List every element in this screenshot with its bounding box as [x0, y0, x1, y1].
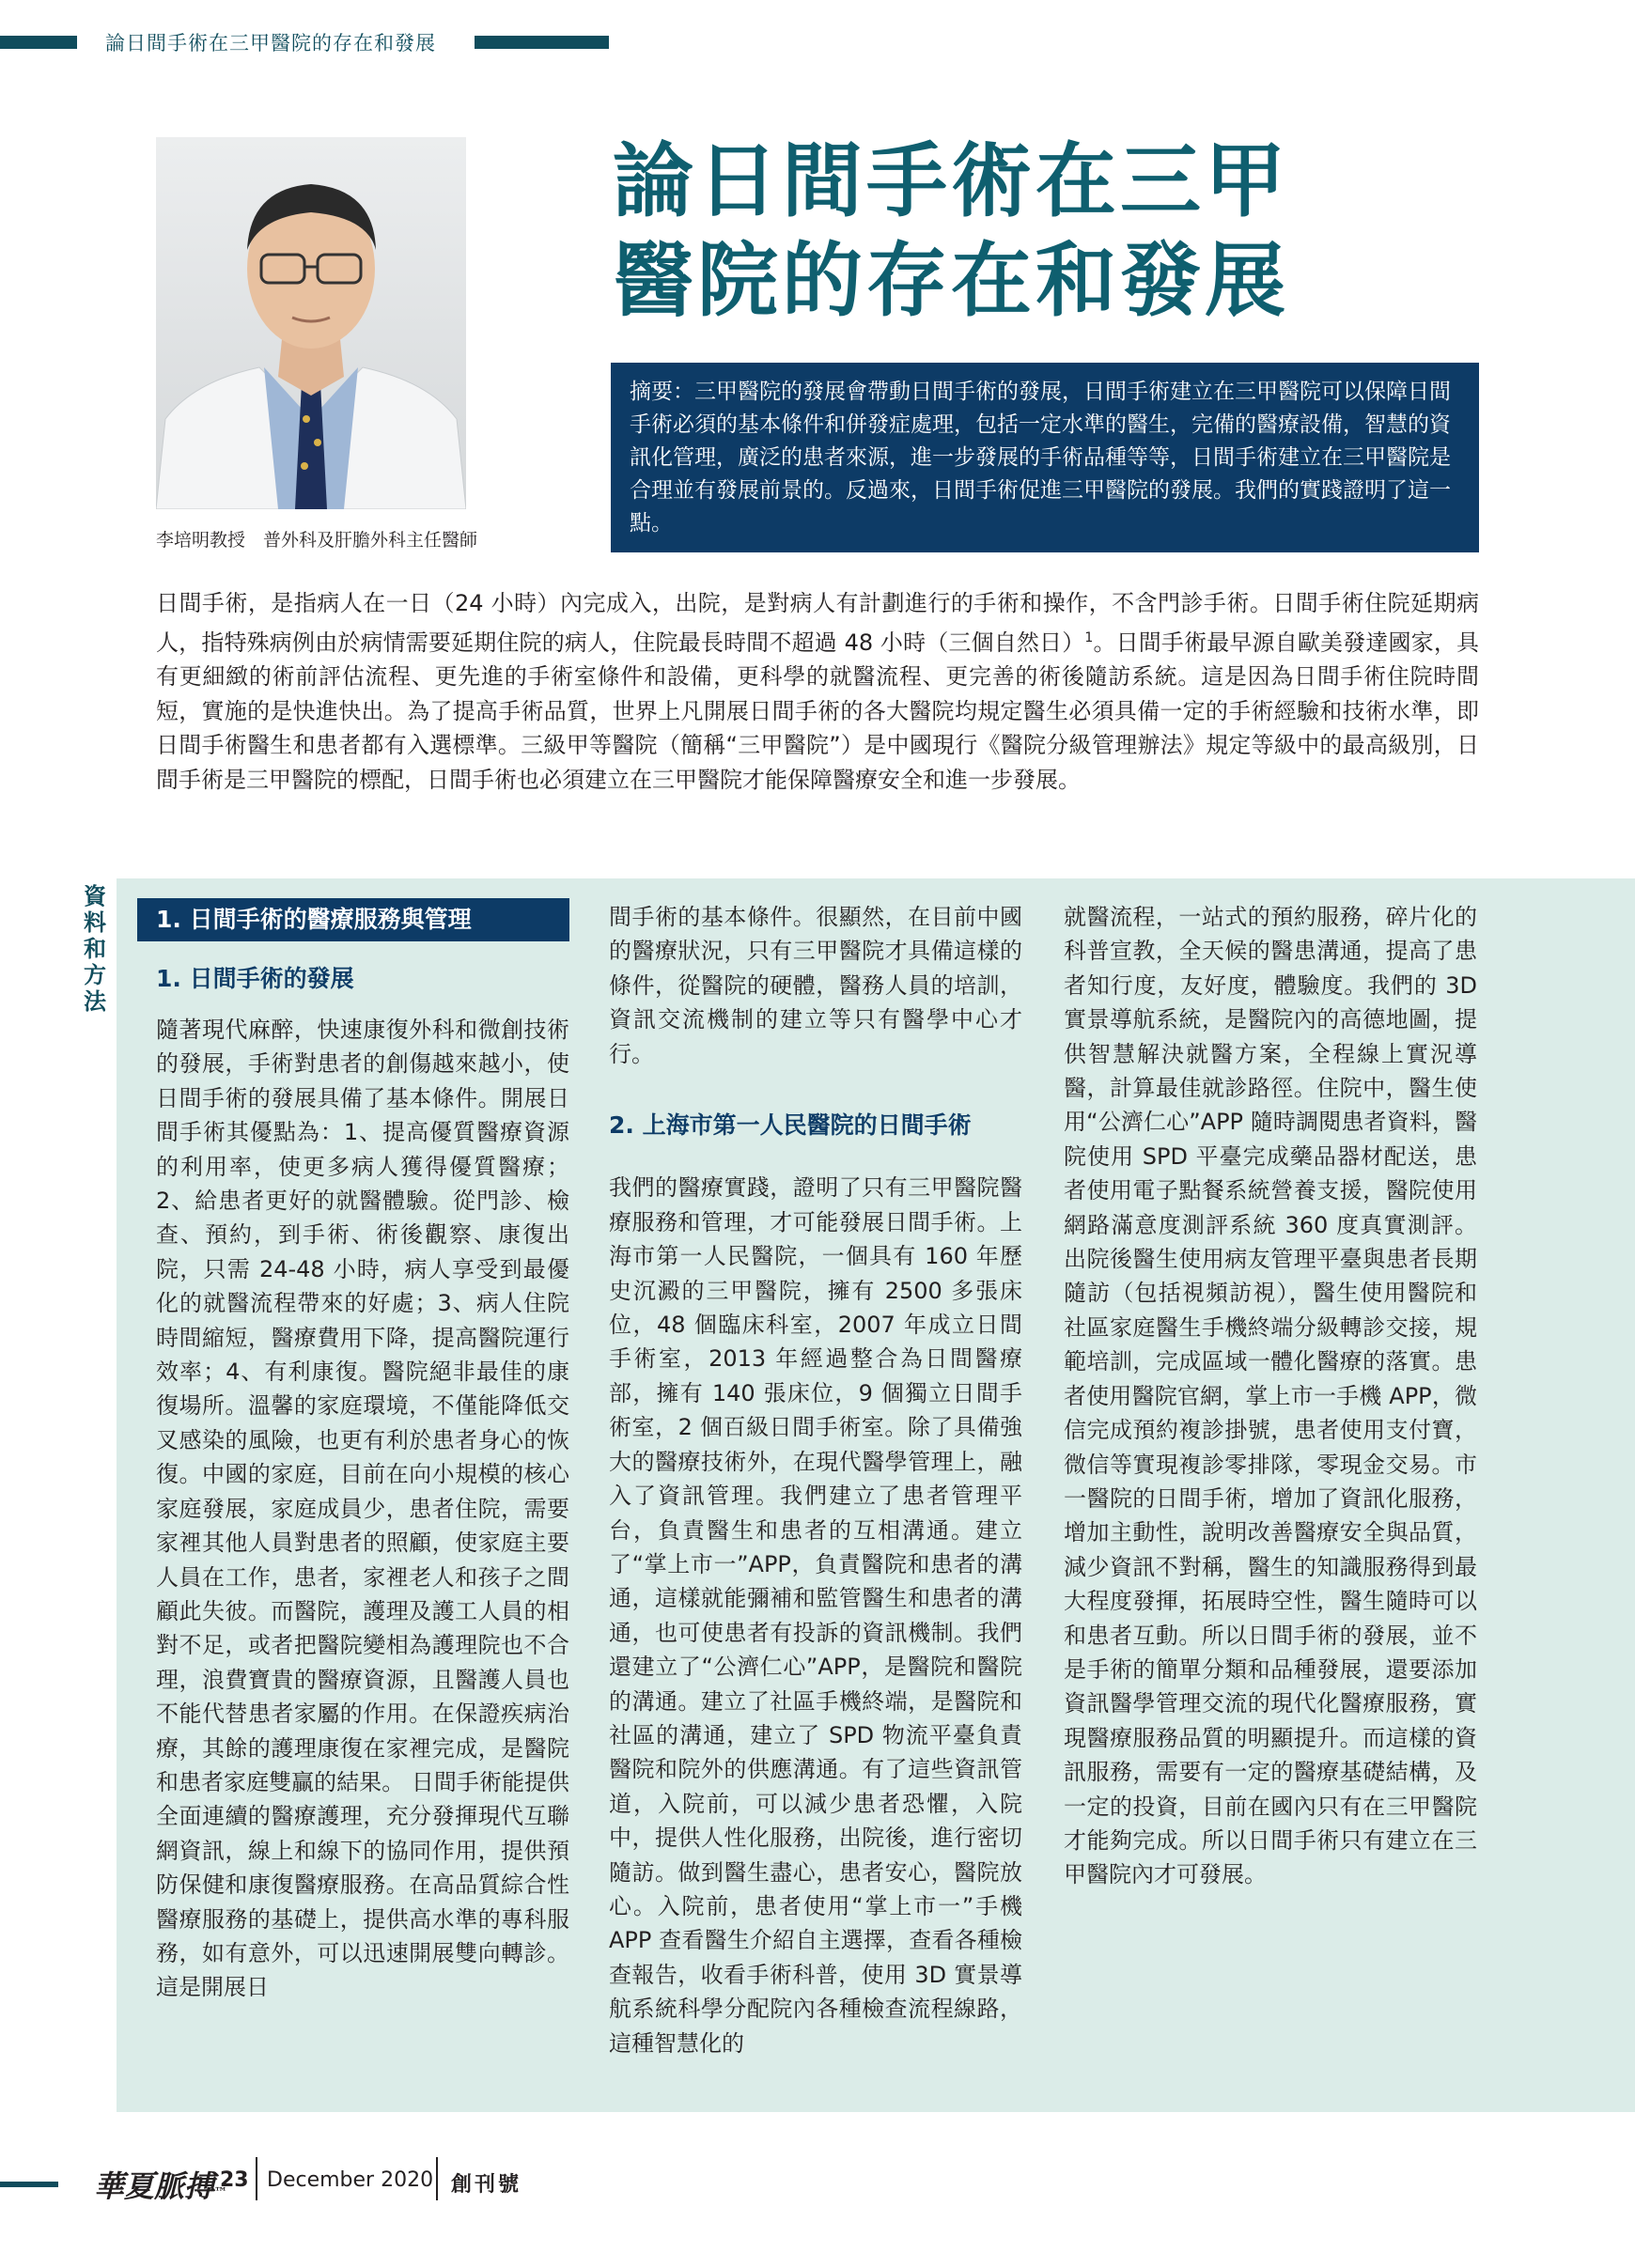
footer-bar: [0, 2182, 58, 2187]
article-title: [613, 132, 1458, 331]
subheading-development: 1. 日間手術的發展: [156, 965, 354, 992]
footer-divider-1: [256, 2157, 257, 2200]
subheading-shanghai: 2. 上海市第一人民醫院的日間手術: [609, 1111, 972, 1140]
issue-label: 創刊號: [451, 2173, 522, 2197]
header-bar-left: [0, 36, 77, 49]
footer-divider-2: [436, 2157, 438, 2200]
issue-date: December 2020: [267, 2168, 434, 2192]
column-3-text: 就醫流程，一站式的預約服務，碎片化的科普宣教，全天候的醫患溝通，提高了患者知行度，友好度，體驗度。我們的 3D 實景導航系統，是醫院內的高德地圖，提供智慧解決就醫方案，全程線上實況導醫，計算最佳就診路徑。住院中，醫生使用“公濟仁心”APP 隨時調閱患者資料，醫院使用 SPD 平臺完成藥品器材配送，患者使用電子點餐系統營養支援，醫院使用網路滿意度測評系統 360 度真實測評。出院後醫生使用病友管理平臺與患者長期隨訪（包括視頻訪視），醫生使用醫院和社區家庭醫生手機終端分級轉診交接，規範培訓，完成區域一體化醫療的落實。患者使用醫院官網，掌上市一手機 APP，微信完成預約複診掛號，患者使用支付寶，微信等實現複診零排隊，零現金交易。市一醫院的日間手術，增加了資訊化服務，增加主動性，說明改善醫療安全與品質，減少資訊不對稱，醫生的知識服務得到最大程度發揮，拓展時空性，醫生隨時可以和患者互動。所以日間手術的發展，並不是手術的簡單分類和品種發展，還要添加資訊醫學管理交流的現代化醫療服務，實現醫療服務品質的明顯提升。而這樣的資訊服務，需要有一定的醫療基礎結構，及一定的投資，目前在國內只有在三甲醫院才能夠完成。所以日間手術只有建立在三甲醫院內才可發展。: [1064, 904, 1477, 1888]
intro-text-2: 。日間手術最早源自歐美發達國家，具有更細緻的術前評估流程、更先進的手術室條件和設備，更科學的就醫流程、更完善的術後隨訪系統。這是因為日間手術住院時間短，實施的是快進快出。為了提高手術品質，世界上凡開展日間手術的各大醫院均規定醫生必須具備一定的手術經驗和技術水準，即日間手術醫生和患者都有入選標準。三級甲等醫院（簡稱“三甲醫院”）是中國現行《醫院分級管理辦法》規定等級中的最高級別，日間手術是三甲醫院的標配，日間手術也必須建立在三甲醫院才能保障醫療安全和進一步發展。: [156, 629, 1480, 793]
magazine-logo-text: 華夏脈搏: [94, 2168, 215, 2204]
header-bar-right: [475, 36, 609, 49]
author-portrait: [156, 137, 466, 509]
title-line-1: 論日間手術在三甲: [613, 134, 1289, 228]
running-title: 論日間手術在三甲醫院的存在和發展: [105, 32, 436, 54]
magazine-logo: [94, 2163, 227, 2206]
abstract-box: 摘要：三甲醫院的發展會帶動日間手術的發展，日間手術建立在三甲醫院可以保障日間手術必須的基本條件和併發症處理，包括一定水準的醫生，完備的醫療設備，智慧的資訊化管理，廣泛的患者來源，進一步發展的手術品種等等，日間手術建立在三甲醫院是合理並有發展前景的。反過來，日間手術促進三甲醫院的發展。我們的實踐證明了這一點。: [611, 363, 1479, 552]
column-1: [156, 1013, 569, 2005]
column-1-text: 隨著現代麻醉，快速康復外科和微創技術的發展，手術對患者的創傷越來越小，使日間手術的發展具備了基本條件。開展日間手術其優點為：1、提高優質醫療資源的利用率，使更多病人獲得優質醫療；2、給患者更好的就醫體驗。從門診、檢查、預約，到手術、術後觀察、康復出院，只需 24-48 小時，病人享受到最優化的就醫流程帶來的好處；3、病人住院時間縮短，醫療費用下降，提高醫院運行效率；4、有利康復。醫院絕非最佳的康復場所。溫馨的家庭環境，不僅能降低交叉感染的風險，也更有利於患者身心的恢復。中國的家庭，目前在向小規模的核心家庭發展，家庭成員少，患者住院，需要家裡其他人員對患者的照顧，使家庭主要人員在工作，患者，家裡老人和孩子之間顧此失彼。而醫院，護理及護工人員的相對不足，或者把醫院變相為護理院也不合理，浪費寶貴的醫療資源，且醫護人員也不能代替患者家屬的作用。在保證疾病治療，其餘的護理康復在家裡完成，是醫院和患者家庭雙贏的結果。 日間手術能提供全面連續的醫療護理，充分發揮現代互聯網資訊，線上和線下的協同作用，提供預防保健和康復醫療服務。在高品質綜合性醫療服務的基礎上，提供高水準的專科服務，如有意外，可以迅速開展雙向轉診。這是開展日: [156, 1017, 569, 2001]
column-3: [1064, 900, 1477, 1892]
title-line-2: 醫院的存在和發展: [613, 234, 1289, 328]
column-2: [609, 900, 1022, 2060]
section-side-label: 資料和方法: [84, 883, 106, 1015]
author-caption: 李培明教授 普外科及肝膽外科主任醫師: [156, 530, 478, 551]
intro-text-1: 日間手術，是指病人在一日（24 小時）內完成入，出院，是對病人有計劃進行的手術和操作，不含門診手術。日間手術住院延期病人，指特殊病例由於病情需要延期住院的病人，住院最長時間不超過 48 小時（三個自然日）: [156, 590, 1479, 656]
intro-paragraph: [156, 586, 1479, 797]
column-2-text-a: 間手術的基本條件。很顯然，在目前中國的醫療狀況，只有三甲醫院才具備這樣的條件，從醫院的硬體，醫務人員的培訓，資訊交流機制的建立等只有醫學中心才行。: [609, 904, 1022, 1067]
page-number: 23: [220, 2168, 249, 2192]
logo-trademark: ™: [214, 2185, 228, 2200]
column-2-text-b: 我們的醫療實踐，證明了只有三甲醫院醫療服務和管理，才可能發展日間手術。上海市第一人民醫院，一個具有 160 年歷史沉澱的三甲醫院，擁有 2500 多張床位，48 個臨床科室，2007 年成立日間手術室，2013 年經過整合為日間醫療部，擁有 140 張床位，9 個獨立日間手術室，2 個百級日間手術室。除了具備強大的醫療技術外，在現代醫學管理上，融入了資訊管理。我們建立了患者管理平台，負責醫生和患者的互相溝通。建立了“掌上市一”APP，負責醫院和患者的溝通，這樣就能彌補和監管醫生和患者的溝通，也可使患者有投訴的資訊機制。我們還建立了“公濟仁心”APP，是醫院和醫院的溝通。建立了社區手機終端，是醫院和社區的溝通，建立了 SPD 物流平臺負責醫院和院外的供應溝通。有了這些資訊管道，入院前，可以減少患者恐懼，入院中，提供人性化服務，出院後，進行密切隨訪。做到醫生盡心，患者安心，醫院放心。入院前，患者使用“掌上市一”手機 APP 查看醫生介紹自主選擇，查看各種檢查報告，收看手術科普，使用 3D 實景導航系統科學分配院內各種檢查流程線路，這種智慧化的: [609, 1174, 1022, 2057]
section-heading: 1. 日間手術的醫療服務與管理: [137, 898, 569, 941]
footnote-ref: 1: [1084, 629, 1094, 645]
